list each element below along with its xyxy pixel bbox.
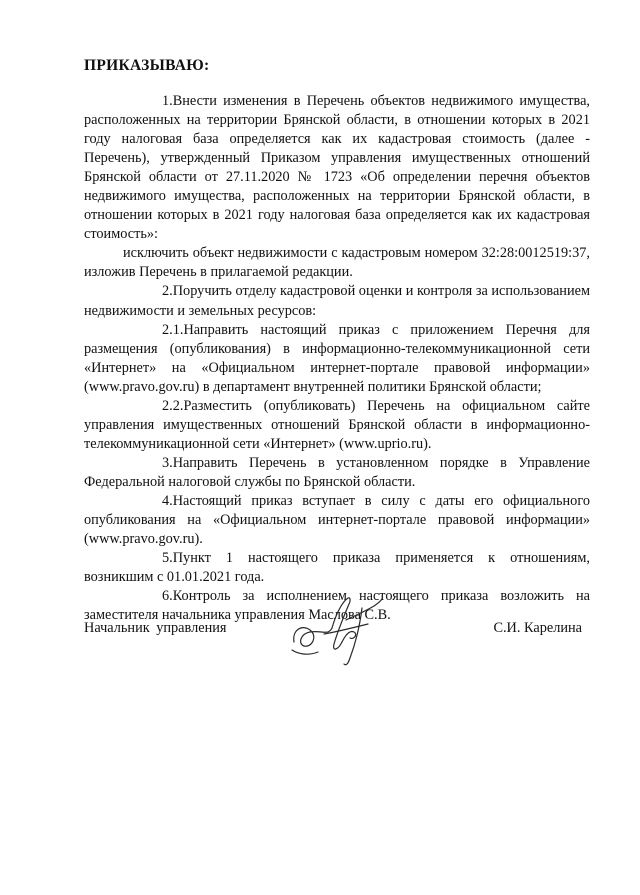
item-text: Разместить (опубликовать) Перечень на официальном сайте управления имущественных отношений Брянской области в информационно-телекоммуникационной сети «Интернет» (www.uprio.ru).: [84, 397, 590, 452]
item-number: 2.: [162, 283, 173, 300]
item-number: 2.1.: [162, 321, 184, 338]
item-text: Поручить отделу кадастровой оценки и контроля за использованием недвижимости и земельных ресурсов:: [84, 283, 590, 319]
order-item-1-exclusion: [84, 244, 590, 282]
signatory-name: С.И. Карелина: [493, 620, 582, 636]
order-item-4: [84, 492, 590, 549]
item-number: 5.: [162, 550, 173, 567]
item-text: Направить настоящий приказ с приложением Перечня для размещения (опубликования) в информационно-телекоммуникационной сети «Интернет» на «Официальном интернет-портале правовой информации» (www.pravo.gov.ru) в департамент внутренней политики Брянской области;: [84, 321, 590, 395]
order-item-5: [84, 549, 590, 587]
item-text: Настоящий приказ вступает в силу с даты его официального опубликования на «Официальном интернет-портале правовой информации» (www.pravo.gov.ru).: [84, 492, 590, 548]
handwritten-signature: [288, 590, 388, 670]
item-text: Контроль за исполнением настоящего приказа возложить на заместителя начальника управления Маслова С.В.: [84, 588, 590, 624]
order-body: [84, 92, 590, 625]
order-item-3: [84, 454, 590, 492]
order-heading: ПРИКАЗЫВАЮ:: [84, 57, 210, 74]
item-text: Направить Перечень в установленном порядке в Управление Федеральной налоговой службы по Брянской области.: [84, 454, 590, 490]
order-item-2-2: [84, 397, 590, 454]
item-text: Пункт 1 настоящего приказа применяется к отношениям, возникшим с 01.01.2021 года.: [84, 550, 590, 586]
item-text: Внести изменения в Перечень объектов недвижимого имущества, расположенных на территории Брянской области, в отношении которых в 2021 году налоговая база определяется как их кадастровая стоимость (далее - Перечень), утвержденный Приказом управления имущественных отношений Брянской области от 27.11.2020 № 1723 «Об определении перечня объектов недвижимого имущества, расположенных на территории Брянской области, в отношении которых в 2021 году налоговая база определяется как их кадастровая стоимость»:: [84, 93, 590, 243]
item-number: 6.: [162, 588, 173, 605]
order-item-1: [84, 92, 590, 244]
item-number: 4.: [162, 492, 173, 509]
item-number: 1.: [162, 93, 173, 109]
item-number: 3.: [162, 454, 173, 471]
item-number: 2.2.: [162, 397, 184, 414]
item-text: исключить объект недвижимости с кадастровым номером 32:28:0012519:37, изложив Перечень в прилагаемой редакции.: [84, 245, 590, 281]
order-item-2-1: [84, 321, 590, 397]
order-item-2: [84, 282, 590, 320]
signatory-position: Начальник управления: [84, 620, 227, 636]
